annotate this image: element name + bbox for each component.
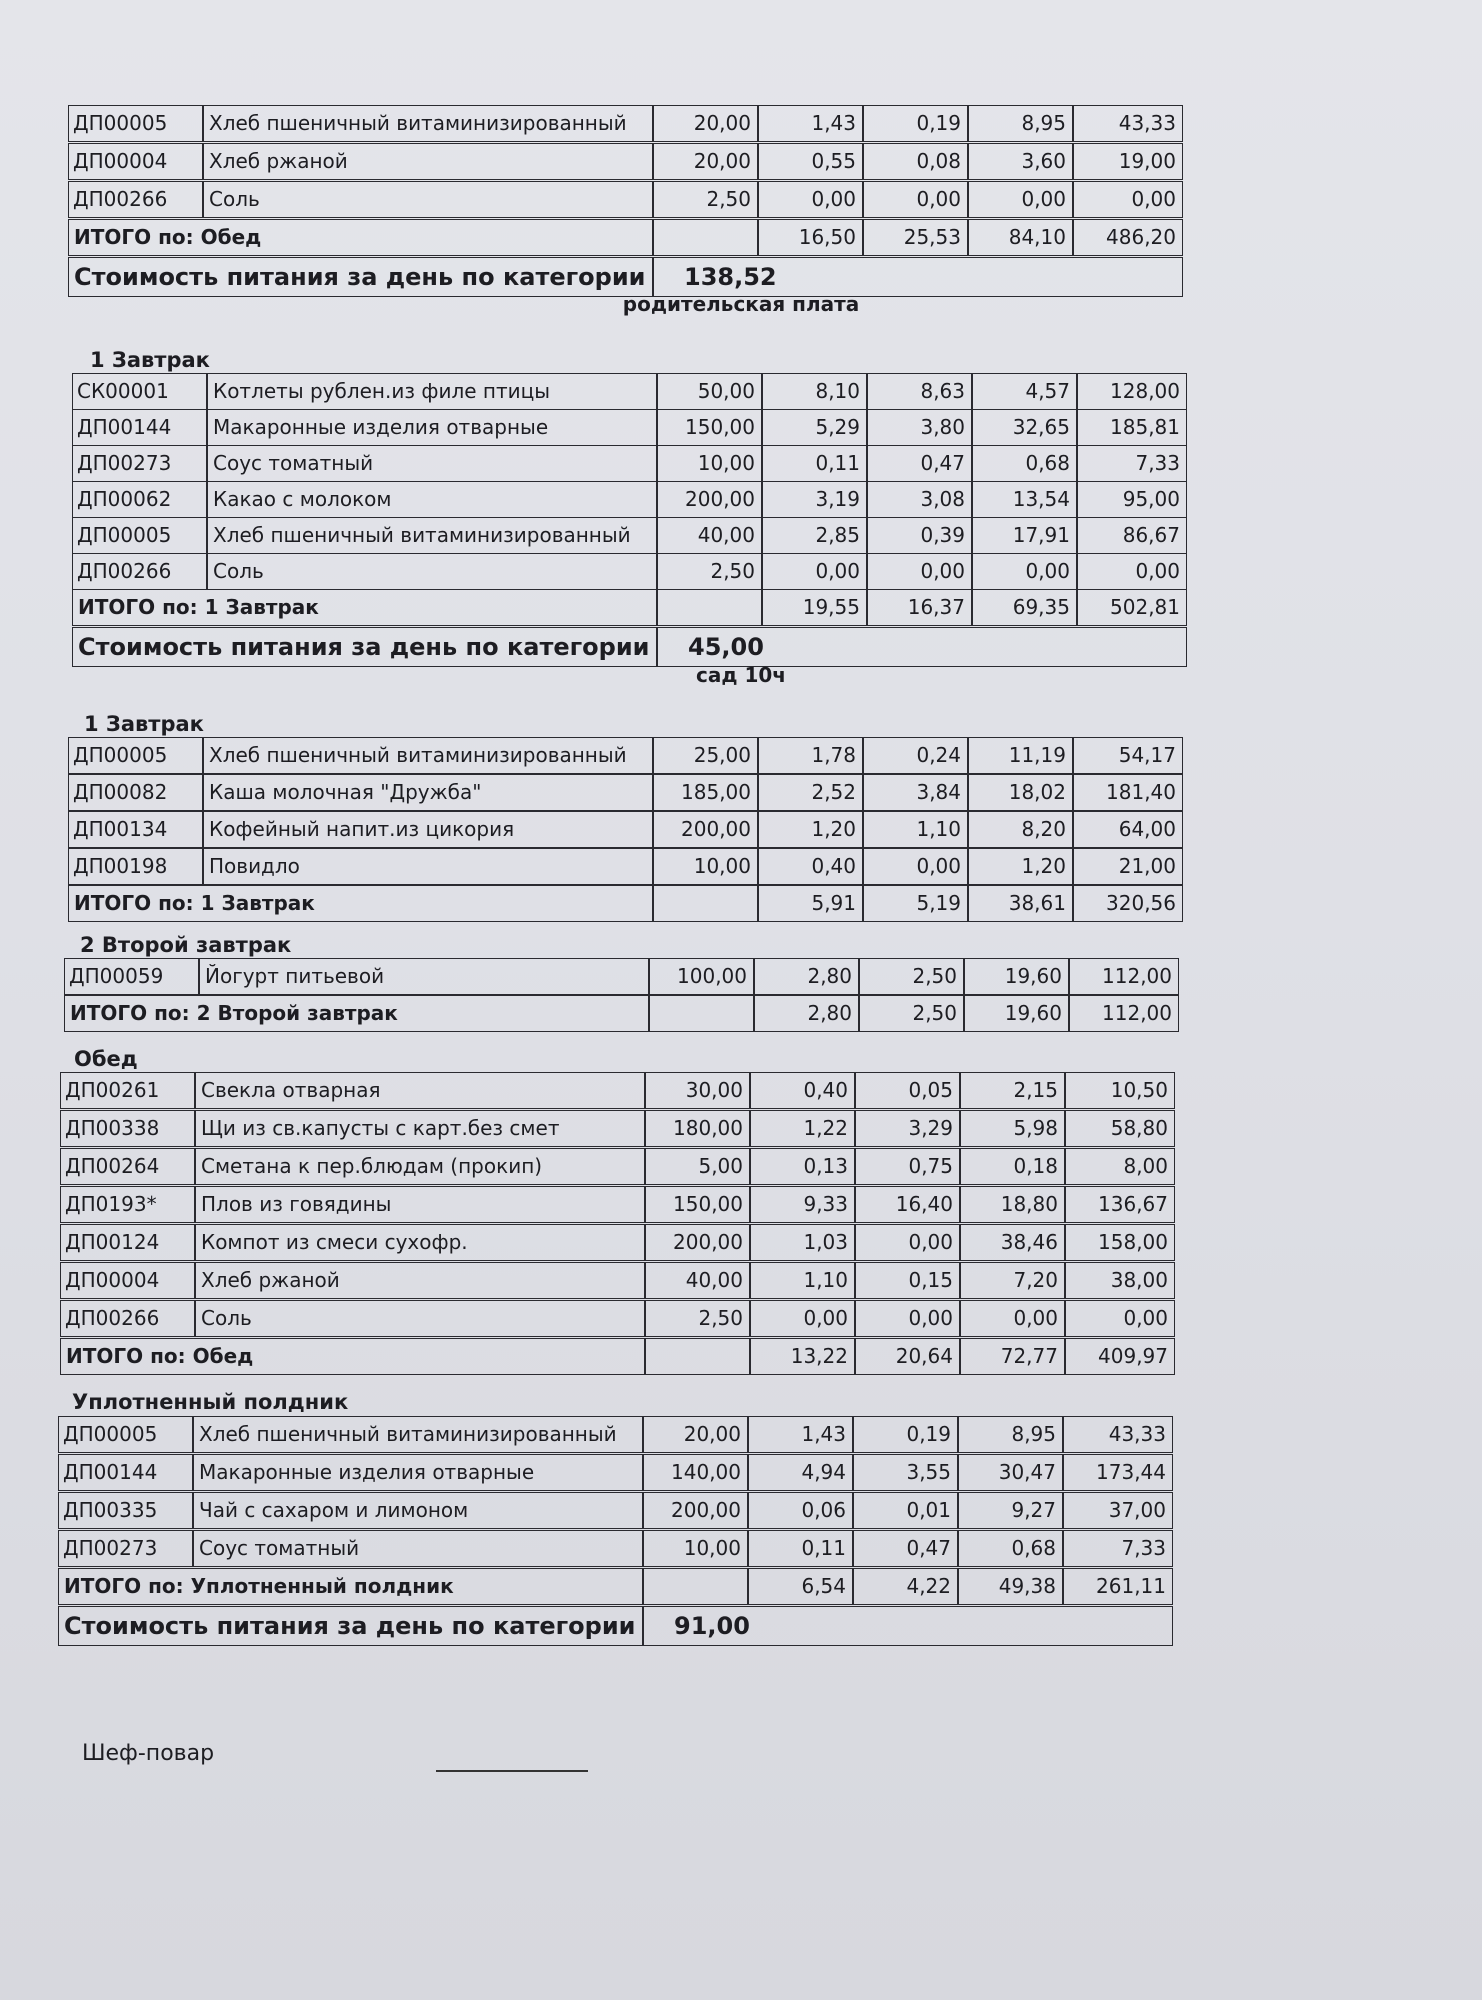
total-fat: 25,53 [863,219,968,256]
item-kcal: 21,00 [1073,848,1183,885]
item-protein: 3,19 [762,481,867,518]
item-name: Соль [207,553,657,590]
item-fat: 3,84 [863,774,968,811]
item-carbs: 11,19 [968,737,1073,774]
item-protein: 0,00 [750,1300,855,1337]
item-code: ДП00273 [72,445,207,482]
cost-label: Стоимость питания за день по категории [58,1606,643,1646]
total-protein: 2,80 [754,995,859,1032]
item-protein: 0,40 [750,1072,855,1109]
item-qty: 2,50 [653,181,758,218]
item-fat: 3,55 [853,1454,958,1491]
item-fat: 0,15 [855,1262,960,1299]
total-fat: 20,64 [855,1338,960,1375]
item-kcal: 43,33 [1063,1416,1173,1453]
item-name: Хлеб пшеничный витаминизированный [203,737,653,774]
item-protein: 0,11 [748,1530,853,1567]
item-name: Хлеб пшеничный витаминизированный [203,105,653,142]
item-fat: 0,75 [855,1148,960,1185]
total-protein: 16,50 [758,219,863,256]
item-qty: 5,00 [645,1148,750,1185]
item-name: Хлеб пшеничный витаминизированный [193,1416,643,1453]
item-fat: 1,10 [863,811,968,848]
item-code: ДП00198 [68,848,203,885]
item-carbs: 8,95 [968,105,1073,142]
total-carbs: 69,35 [972,589,1077,626]
item-carbs: 9,27 [958,1492,1063,1529]
item-carbs: 1,20 [968,848,1073,885]
item-name: Соус томатный [207,445,657,482]
item-qty: 200,00 [645,1224,750,1261]
total-carbs: 19,60 [964,995,1069,1032]
item-qty: 20,00 [653,143,758,180]
item-fat: 0,00 [863,848,968,885]
cost-value: 91,00 [643,1606,1173,1646]
item-name: Макаронные изделия отварные [193,1454,643,1491]
item-code: ДП00144 [58,1454,193,1491]
total-kcal: 486,20 [1073,219,1183,256]
item-protein: 8,10 [762,373,867,410]
item-protein: 1,43 [758,105,863,142]
item-name: Щи из св.капусты с карт.без смет [195,1110,645,1147]
item-carbs: 30,47 [958,1454,1063,1491]
item-qty: 50,00 [657,373,762,410]
item-fat: 0,00 [855,1300,960,1337]
total-label: ИТОГО по: 1 Завтрак [72,589,657,626]
item-protein: 0,40 [758,848,863,885]
item-code: ДП00261 [60,1072,195,1109]
item-kcal: 95,00 [1077,481,1187,518]
item-code: ДП00005 [58,1416,193,1453]
item-name: Йогурт питьевой [199,958,649,995]
item-name: Макаронные изделия отварные [207,409,657,446]
total-kcal: 320,56 [1073,885,1183,922]
item-kcal: 181,40 [1073,774,1183,811]
total-qty-empty [653,219,758,256]
item-code: ДП00005 [72,517,207,554]
chef-label: Шеф-повар [82,1741,215,1766]
item-protein: 0,55 [758,143,863,180]
item-fat: 0,47 [867,445,972,482]
item-code: ДП00273 [58,1530,193,1567]
item-protein: 0,13 [750,1148,855,1185]
item-protein: 5,29 [762,409,867,446]
item-carbs: 0,00 [960,1300,1065,1337]
item-qty: 40,00 [657,517,762,554]
total-carbs: 84,10 [968,219,1073,256]
item-carbs: 18,80 [960,1186,1065,1223]
total-protein: 19,55 [762,589,867,626]
item-kcal: 7,33 [1063,1530,1173,1567]
item-code: ДП00005 [68,105,203,142]
item-qty: 40,00 [645,1262,750,1299]
item-fat: 8,63 [867,373,972,410]
item-qty: 150,00 [657,409,762,446]
item-protein: 0,11 [762,445,867,482]
total-fat: 16,37 [867,589,972,626]
total-protein: 5,91 [758,885,863,922]
item-qty: 200,00 [653,811,758,848]
item-carbs: 17,91 [972,517,1077,554]
item-kcal: 0,00 [1065,1300,1175,1337]
item-protein: 2,52 [758,774,863,811]
item-protein: 0,00 [758,181,863,218]
item-protein: 4,94 [748,1454,853,1491]
item-code: СК00001 [72,373,207,410]
item-code: ДП00266 [60,1300,195,1337]
item-name: Хлеб ржаной [203,143,653,180]
item-carbs: 0,68 [958,1530,1063,1567]
total-fat: 4,22 [853,1568,958,1605]
item-fat: 0,19 [853,1416,958,1453]
total-label: ИТОГО по: Уплотненный полдник [58,1568,643,1605]
total-fat: 5,19 [863,885,968,922]
cost-value: 45,00 [657,627,1187,667]
item-name: Соус томатный [193,1530,643,1567]
item-kcal: 10,50 [1065,1072,1175,1109]
total-protein: 13,22 [750,1338,855,1375]
item-fat: 0,39 [867,517,972,554]
item-kcal: 8,00 [1065,1148,1175,1185]
item-name: Чай с сахаром и лимоном [193,1492,643,1529]
item-code: ДП00266 [68,181,203,218]
item-fat: 3,80 [867,409,972,446]
item-fat: 2,50 [859,958,964,995]
item-carbs: 0,18 [960,1148,1065,1185]
item-kcal: 86,67 [1077,517,1187,554]
item-qty: 10,00 [653,848,758,885]
total-carbs: 49,38 [958,1568,1063,1605]
item-name: Котлеты рублен.из филе птицы [207,373,657,410]
item-kcal: 158,00 [1065,1224,1175,1261]
item-qty: 20,00 [653,105,758,142]
item-kcal: 185,81 [1077,409,1187,446]
item-kcal: 112,00 [1069,958,1179,995]
item-qty: 10,00 [657,445,762,482]
item-code: ДП00144 [72,409,207,446]
total-protein: 6,54 [748,1568,853,1605]
item-code: ДП00124 [60,1224,195,1261]
item-fat: 0,05 [855,1072,960,1109]
item-qty: 200,00 [643,1492,748,1529]
item-name: Компот из смеси сухофр. [195,1224,645,1261]
item-qty: 100,00 [649,958,754,995]
item-name: Плов из говядины [195,1186,645,1223]
item-fat: 0,08 [863,143,968,180]
item-carbs: 38,46 [960,1224,1065,1261]
item-protein: 0,06 [748,1492,853,1529]
item-carbs: 8,95 [958,1416,1063,1453]
item-protein: 1,03 [750,1224,855,1261]
item-carbs: 7,20 [960,1262,1065,1299]
total-qty-empty [657,589,762,626]
item-protein: 9,33 [750,1186,855,1223]
item-carbs: 32,65 [972,409,1077,446]
total-qty-empty [645,1338,750,1375]
item-kcal: 38,00 [1065,1262,1175,1299]
item-code: ДП00004 [68,143,203,180]
item-code: ДП00338 [60,1110,195,1147]
item-qty: 185,00 [653,774,758,811]
meal-heading: 1 Завтрак [90,348,210,372]
item-qty: 150,00 [645,1186,750,1223]
item-protein: 2,85 [762,517,867,554]
item-protein: 1,22 [750,1110,855,1147]
meal-heading: 2 Второй завтрак [80,933,292,957]
item-kcal: 173,44 [1063,1454,1173,1491]
item-code: ДП00005 [68,737,203,774]
total-kcal: 261,11 [1063,1568,1173,1605]
total-carbs: 38,61 [968,885,1073,922]
total-carbs: 72,77 [960,1338,1065,1375]
item-kcal: 0,00 [1073,181,1183,218]
item-kcal: 54,17 [1073,737,1183,774]
item-fat: 3,29 [855,1110,960,1147]
item-name: Хлеб ржаной [195,1262,645,1299]
item-carbs: 2,15 [960,1072,1065,1109]
item-kcal: 128,00 [1077,373,1187,410]
cost-value: 138,52 [653,257,1183,297]
item-protein: 2,80 [754,958,859,995]
item-fat: 0,19 [863,105,968,142]
total-label: ИТОГО по: 2 Второй завтрак [64,995,649,1032]
item-protein: 1,43 [748,1416,853,1453]
cost-label: Стоимость питания за день по категории [72,627,657,667]
total-fat: 2,50 [859,995,964,1032]
item-name: Свекла отварная [195,1072,645,1109]
item-code: ДП00266 [72,553,207,590]
item-carbs: 4,57 [972,373,1077,410]
meal-heading: Уплотненный полдник [72,1390,349,1414]
item-fat: 0,24 [863,737,968,774]
item-protein: 0,00 [762,553,867,590]
total-label: ИТОГО по: Обед [60,1338,645,1375]
item-protein: 1,78 [758,737,863,774]
item-name: Сметана к пер.блюдам (прокип) [195,1148,645,1185]
meal-heading: Обед [74,1047,138,1071]
total-kcal: 112,00 [1069,995,1179,1032]
item-code: ДП00134 [68,811,203,848]
item-code: ДП00335 [58,1492,193,1529]
total-qty-empty [653,885,758,922]
item-carbs: 19,60 [964,958,1069,995]
item-kcal: 58,80 [1065,1110,1175,1147]
item-qty: 10,00 [643,1530,748,1567]
item-fat: 0,47 [853,1530,958,1567]
total-kcal: 502,81 [1077,589,1187,626]
item-kcal: 43,33 [1073,105,1183,142]
item-carbs: 0,00 [972,553,1077,590]
item-name: Кофейный напит.из цикория [203,811,653,848]
section-title-garden: сад 10ч [695,663,787,687]
item-fat: 0,00 [867,553,972,590]
item-code: ДП00062 [72,481,207,518]
item-carbs: 5,98 [960,1110,1065,1147]
item-name: Хлеб пшеничный витаминизированный [207,517,657,554]
item-code: ДП00004 [60,1262,195,1299]
item-qty: 2,50 [657,553,762,590]
item-qty: 200,00 [657,481,762,518]
item-qty: 180,00 [645,1110,750,1147]
item-carbs: 0,68 [972,445,1077,482]
item-kcal: 64,00 [1073,811,1183,848]
total-label: ИТОГО по: Обед [68,219,653,256]
item-carbs: 18,02 [968,774,1073,811]
item-qty: 25,00 [653,737,758,774]
item-name: Повидло [203,848,653,885]
item-fat: 0,00 [855,1224,960,1261]
item-qty: 140,00 [643,1454,748,1491]
item-carbs: 8,20 [968,811,1073,848]
item-code: ДП00082 [68,774,203,811]
item-kcal: 0,00 [1077,553,1187,590]
item-fat: 3,08 [867,481,972,518]
cost-label: Стоимость питания за день по категории [68,257,653,297]
item-carbs: 3,60 [968,143,1073,180]
total-qty-empty [649,995,754,1032]
item-name: Соль [195,1300,645,1337]
item-qty: 30,00 [645,1072,750,1109]
item-kcal: 19,00 [1073,143,1183,180]
item-qty: 20,00 [643,1416,748,1453]
total-kcal: 409,97 [1065,1338,1175,1375]
item-kcal: 136,67 [1065,1186,1175,1223]
item-carbs: 13,54 [972,481,1077,518]
item-name: Каша молочная "Дружба" [203,774,653,811]
item-fat: 0,01 [853,1492,958,1529]
item-carbs: 0,00 [968,181,1073,218]
item-code: ДП0193* [60,1186,195,1223]
item-protein: 1,10 [750,1262,855,1299]
item-code: ДП00264 [60,1148,195,1185]
total-qty-empty [643,1568,748,1605]
meal-heading: 1 Завтрак [84,712,204,736]
item-name: Соль [203,181,653,218]
item-fat: 16,40 [855,1186,960,1223]
item-fat: 0,00 [863,181,968,218]
section-title-parent-fee: родительская плата [622,292,860,316]
item-code: ДП00059 [64,958,199,995]
signature-line [436,1770,588,1772]
item-qty: 2,50 [645,1300,750,1337]
item-protein: 1,20 [758,811,863,848]
item-name: Какао с молоком [207,481,657,518]
total-label: ИТОГО по: 1 Завтрак [68,885,653,922]
item-kcal: 37,00 [1063,1492,1173,1529]
item-kcal: 7,33 [1077,445,1187,482]
